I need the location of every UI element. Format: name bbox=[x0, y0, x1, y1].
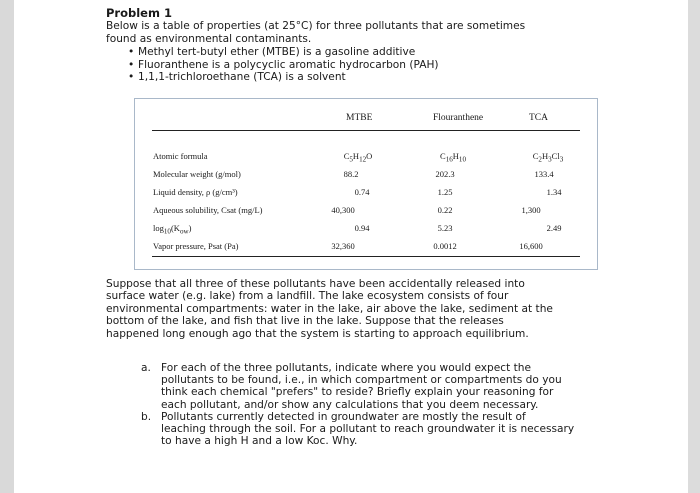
row-label-vapor-pressure: Vapor pressure, Psat (Pa) bbox=[153, 241, 239, 251]
column-header-fluoranthene: Flouranthene bbox=[433, 113, 484, 123]
scenario-line-3: environmental compartments: water in the lake, air above the lake, sediment at the bbox=[106, 302, 553, 315]
pollutant-item-tca bbox=[128, 71, 610, 84]
table-header-rule bbox=[152, 130, 580, 131]
pollutant-item-mtbe bbox=[128, 46, 610, 59]
question-b bbox=[141, 411, 611, 448]
question-line: pollutants to be found, i.e., in which compartment or compartments do you bbox=[161, 374, 562, 387]
right-margin-strip bbox=[688, 0, 700, 493]
scenario-line-5: happened long enough ago that the system is starting to approach equilibrium. bbox=[106, 327, 529, 340]
pollutant-item-text: Fluoranthene is a polycyclic aromatic hydrocarbon (PAH) bbox=[138, 58, 439, 71]
question-label: a. bbox=[141, 362, 151, 374]
column-header-mtbe: MTBE bbox=[346, 113, 373, 123]
cell-tca-density: 1.34 bbox=[546, 187, 562, 197]
cell-tca-mw: 133.4 bbox=[534, 169, 554, 179]
column-header-tca: TCA bbox=[529, 113, 548, 123]
cell-mtbe-density: 0.74 bbox=[354, 187, 370, 197]
row-label-molecular-weight: Molecular weight (g/mol) bbox=[153, 169, 241, 179]
pollutant-item-text: 1,1,1-trichloroethane (TCA) is a solvent bbox=[138, 71, 346, 83]
properties-table bbox=[134, 98, 598, 270]
cell-fluoranthene-vapor: 0.0012 bbox=[433, 241, 457, 251]
cell-mtbe-vapor: 32,360 bbox=[331, 241, 355, 251]
row-label-log-kow: $\log_{10}(K_{ow})$ bbox=[153, 223, 192, 236]
cell-fluoranthene-logkow: 5.23 bbox=[437, 223, 453, 233]
bullet-icon: • bbox=[128, 71, 135, 83]
pollutant-list bbox=[106, 46, 610, 84]
row-label-liquid-density: Liquid density, ρ (g/cm³) bbox=[153, 187, 238, 197]
scenario-line-2: surface water (e.g. lake) from a landfill. The lake ecosystem consists of four bbox=[106, 290, 509, 303]
intro-line-1: Below is a table of properties (at 25°C) for three pollutants that are sometimes bbox=[106, 20, 526, 32]
question-line: think each chemical "prefers" to reside? Briefly explain your reasoning for bbox=[161, 386, 554, 399]
bullet-icon: • bbox=[128, 46, 135, 58]
bullet-icon: • bbox=[128, 58, 135, 71]
cell-mtbe-solubility: 40,300 bbox=[331, 205, 355, 215]
cell-tca-logkow: 2.49 bbox=[546, 223, 562, 233]
question-a bbox=[141, 362, 611, 411]
cell-mtbe-logkow: 0.94 bbox=[354, 223, 370, 233]
cell-mtbe-mw: 88.2 bbox=[343, 169, 359, 179]
table-bottom-rule bbox=[152, 256, 580, 257]
document-page bbox=[14, 0, 688, 493]
question-line: leaching through the soil. For a pollutant to reach groundwater it is necessary bbox=[161, 423, 575, 436]
intro-line-2: found as environmental contaminants. bbox=[106, 32, 312, 45]
question-line: each pollutant, and/or show any calculations that you deem necessary. bbox=[161, 398, 539, 411]
cell-tca-formula: $C_2H_3Cl_3$ bbox=[532, 151, 564, 164]
row-label-aqueous-solubility: Aqueous solubility, Csat (mg/L) bbox=[153, 205, 263, 215]
scenario-line-4: bottom of the lake, and fish that live in the lake. Suppose that the releases bbox=[106, 315, 504, 328]
cell-fluoranthene-solubility: 0.22 bbox=[437, 205, 453, 215]
row-label-atomic-formula: Atomic formula bbox=[153, 151, 208, 161]
question-line: to have a high H and a low Koc. Why. bbox=[161, 435, 358, 448]
pollutant-item-text: Methyl tert-butyl ether (MTBE) is a gasoline additive bbox=[138, 46, 416, 58]
scenario-paragraph bbox=[106, 278, 610, 340]
question-label: b. bbox=[141, 410, 152, 423]
cell-tca-vapor: 16,600 bbox=[519, 241, 543, 251]
pollutant-item-fluoranthene bbox=[128, 59, 610, 72]
question-list bbox=[141, 362, 611, 447]
cell-fluoranthene-formula: $C_{16}H_{10}$ bbox=[440, 151, 466, 164]
question-line: For each of the three pollutants, indicate where you would expect the bbox=[161, 362, 532, 374]
cell-fluoranthene-mw: 202.3 bbox=[435, 169, 455, 179]
question-line: Pollutants currently detected in groundwater are mostly the result of bbox=[161, 410, 526, 423]
cell-fluoranthene-density: 1.25 bbox=[437, 187, 453, 197]
cell-mtbe-formula: $C_5H_{12}O$ bbox=[343, 151, 373, 164]
left-margin-strip bbox=[0, 0, 14, 493]
scenario-line-1: Suppose that all three of these pollutants have been accidentally released into bbox=[106, 278, 525, 290]
problem-title: Problem 1 bbox=[106, 6, 172, 20]
cell-tca-solubility: 1,300 bbox=[521, 205, 541, 215]
problem-header bbox=[106, 6, 610, 84]
